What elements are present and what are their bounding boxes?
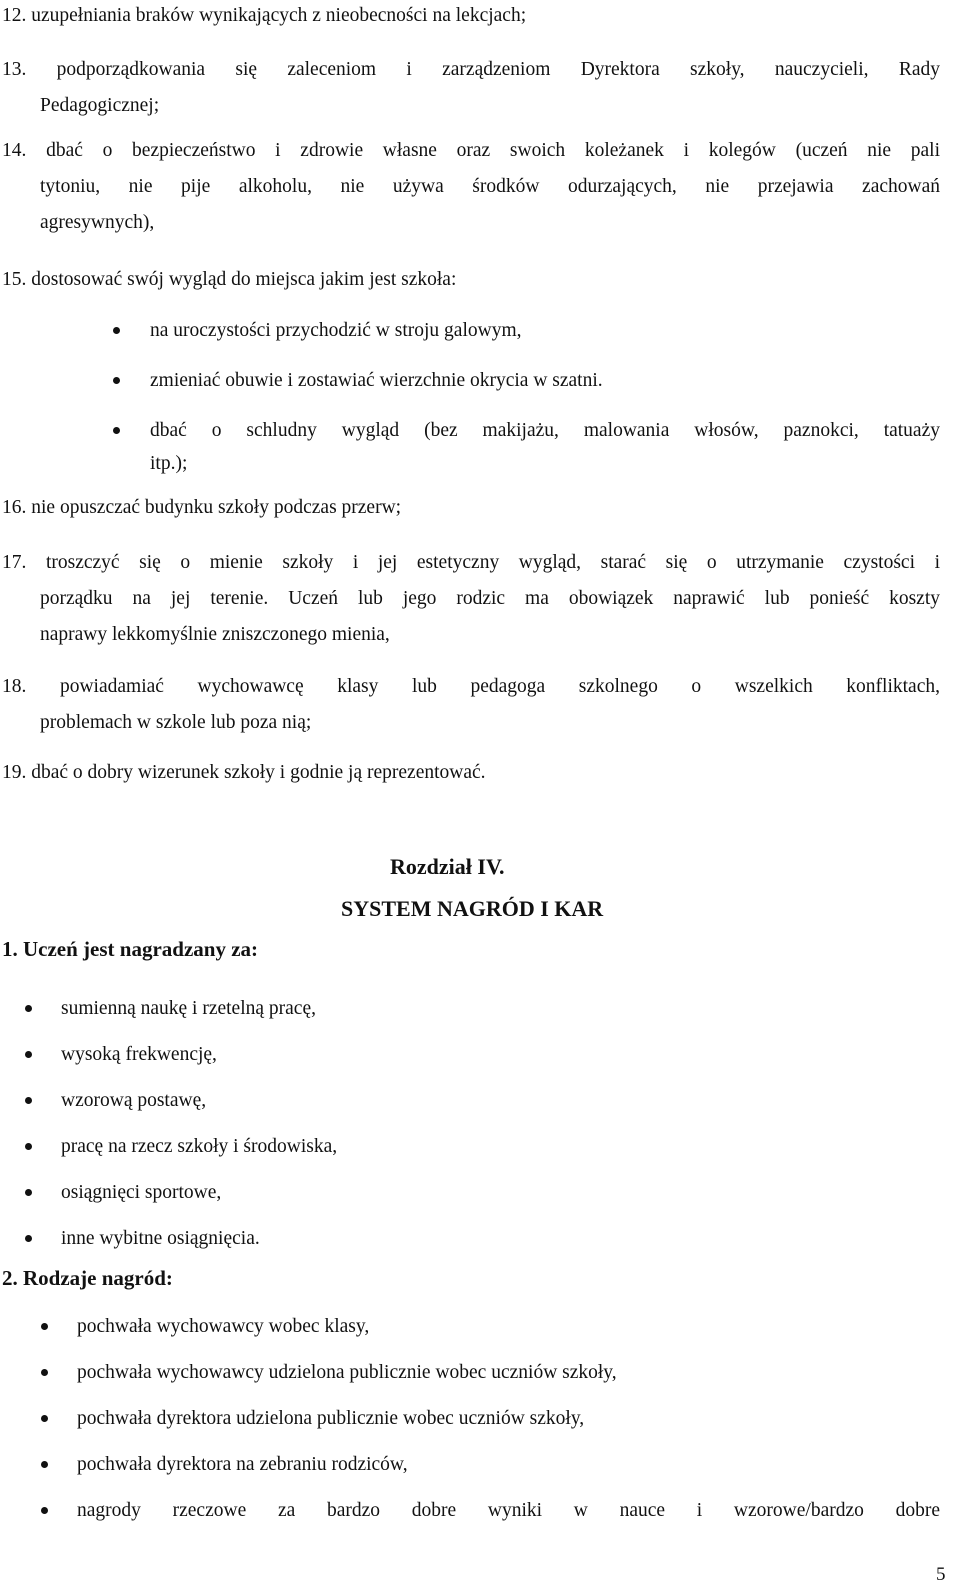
list-item-12: 12. uzupełniania braków wynikających z nieobecności na lekcjach; [2,5,527,26]
list-item-18-line-1: 18. powiadamiać wychowawcę klasy lub pedagoga szkolnego o wszelkich konfliktach, [2,676,940,697]
bullet-icon [25,1005,32,1012]
list-item-17-line-1: 17. troszczyć się o mienie szkoły i jej estetyczny wygląd, starać się o utrzymanie czystości i [2,552,940,573]
list-item-19: 19. dbać o dobry wizerunek szkoły i godnie ją reprezentować. [2,762,486,783]
section-1-bullet: pracę na rzecz szkoły i środowiska, [61,1136,338,1157]
chapter-title: Rozdział IV. [390,854,505,879]
list-item-15: 15. dostosować swój wygląd do miejsca jakim jest szkoła: [2,269,457,290]
list-item-15-bullet-3-line-2: itp.); [150,453,188,474]
bullet-icon [41,1461,48,1468]
bullet-icon [41,1507,48,1514]
bullet-icon [113,327,120,334]
bullet-icon [25,1143,32,1150]
page-number: 5 [936,1564,946,1585]
bullet-icon [41,1369,48,1376]
list-item-14-line-3: agresywnych), [40,212,155,233]
section-2-bullet: nagrody rzeczowe za bardzo dobre wyniki w nauce i wzorowe/bardzo dobre [77,1500,940,1521]
section-2-bullet: pochwała dyrektora udzielona publicznie wobec uczniów szkoły, [77,1408,585,1429]
list-item-15-bullet-3-line-1: dbać o schludny wygląd (bez makijażu, malowania włosów, paznokci, tatuaży [150,420,940,441]
section-2-bullet: pochwała wychowawcy wobec klasy, [77,1316,370,1337]
list-item-17-line-2: porządku na jej terenie. Uczeń lub jego rodzic ma obowiązek naprawić lub ponieść koszty [40,588,940,609]
section-1-bullet: inne wybitne osiągnięcia. [61,1228,260,1249]
bullet-icon [113,377,120,384]
section-2-heading: 2. Rodzaje nagród: [2,1266,173,1290]
section-2-bullet: pochwała wychowawcy udzielona publicznie wobec uczniów szkoły, [77,1362,617,1383]
list-item-18-line-2: problemach w szkole lub poza nią; [40,712,312,733]
chapter-subtitle: SYSTEM NAGRÓD I KAR [341,896,604,921]
section-1-bullet: wysoką frekwencję, [61,1044,217,1065]
bullet-icon [25,1051,32,1058]
list-item-14-line-1: 14. dbać o bezpieczeństwo i zdrowie własne oraz swoich koleżanek i kolegów (uczeń nie pali [2,140,940,161]
section-1-bullet: wzorową postawę, [61,1090,207,1111]
bullet-icon [25,1097,32,1104]
section-1-heading: 1. Uczeń jest nagradzany za: [2,937,259,961]
bullet-icon [25,1189,32,1196]
bullet-icon [41,1323,48,1330]
list-item-13-line-1: 13. podporządkowania się zaleceniom i zarządzeniom Dyrektora szkoły, nauczycieli, Rady [2,59,940,80]
section-1-bullet: osiągnięci sportowe, [61,1182,222,1203]
bullet-icon [113,427,120,434]
section-1-bullet: sumienną naukę i rzetelną pracę, [61,998,316,1019]
bullet-icon [25,1235,32,1242]
list-item-16: 16. nie opuszczać budynku szkoły podczas przerw; [2,497,402,518]
list-item-15-bullet-1: na uroczystości przychodzić w stroju galowym, [150,320,522,341]
list-item-15-bullet-2: zmieniać obuwie i zostawiać wierzchnie okrycia w szatni. [150,370,603,391]
list-item-13-line-2: Pedagogicznej; [40,95,160,116]
section-2-bullet: pochwała dyrektora na zebraniu rodziców, [77,1454,408,1475]
list-item-14-line-2: tytoniu, nie pije alkoholu, nie używa środków odurzających, nie przejawia zachowań [40,176,940,197]
list-item-17-line-3: naprawy lekkomyślnie zniszczonego mienia, [40,624,390,645]
bullet-icon [41,1415,48,1422]
